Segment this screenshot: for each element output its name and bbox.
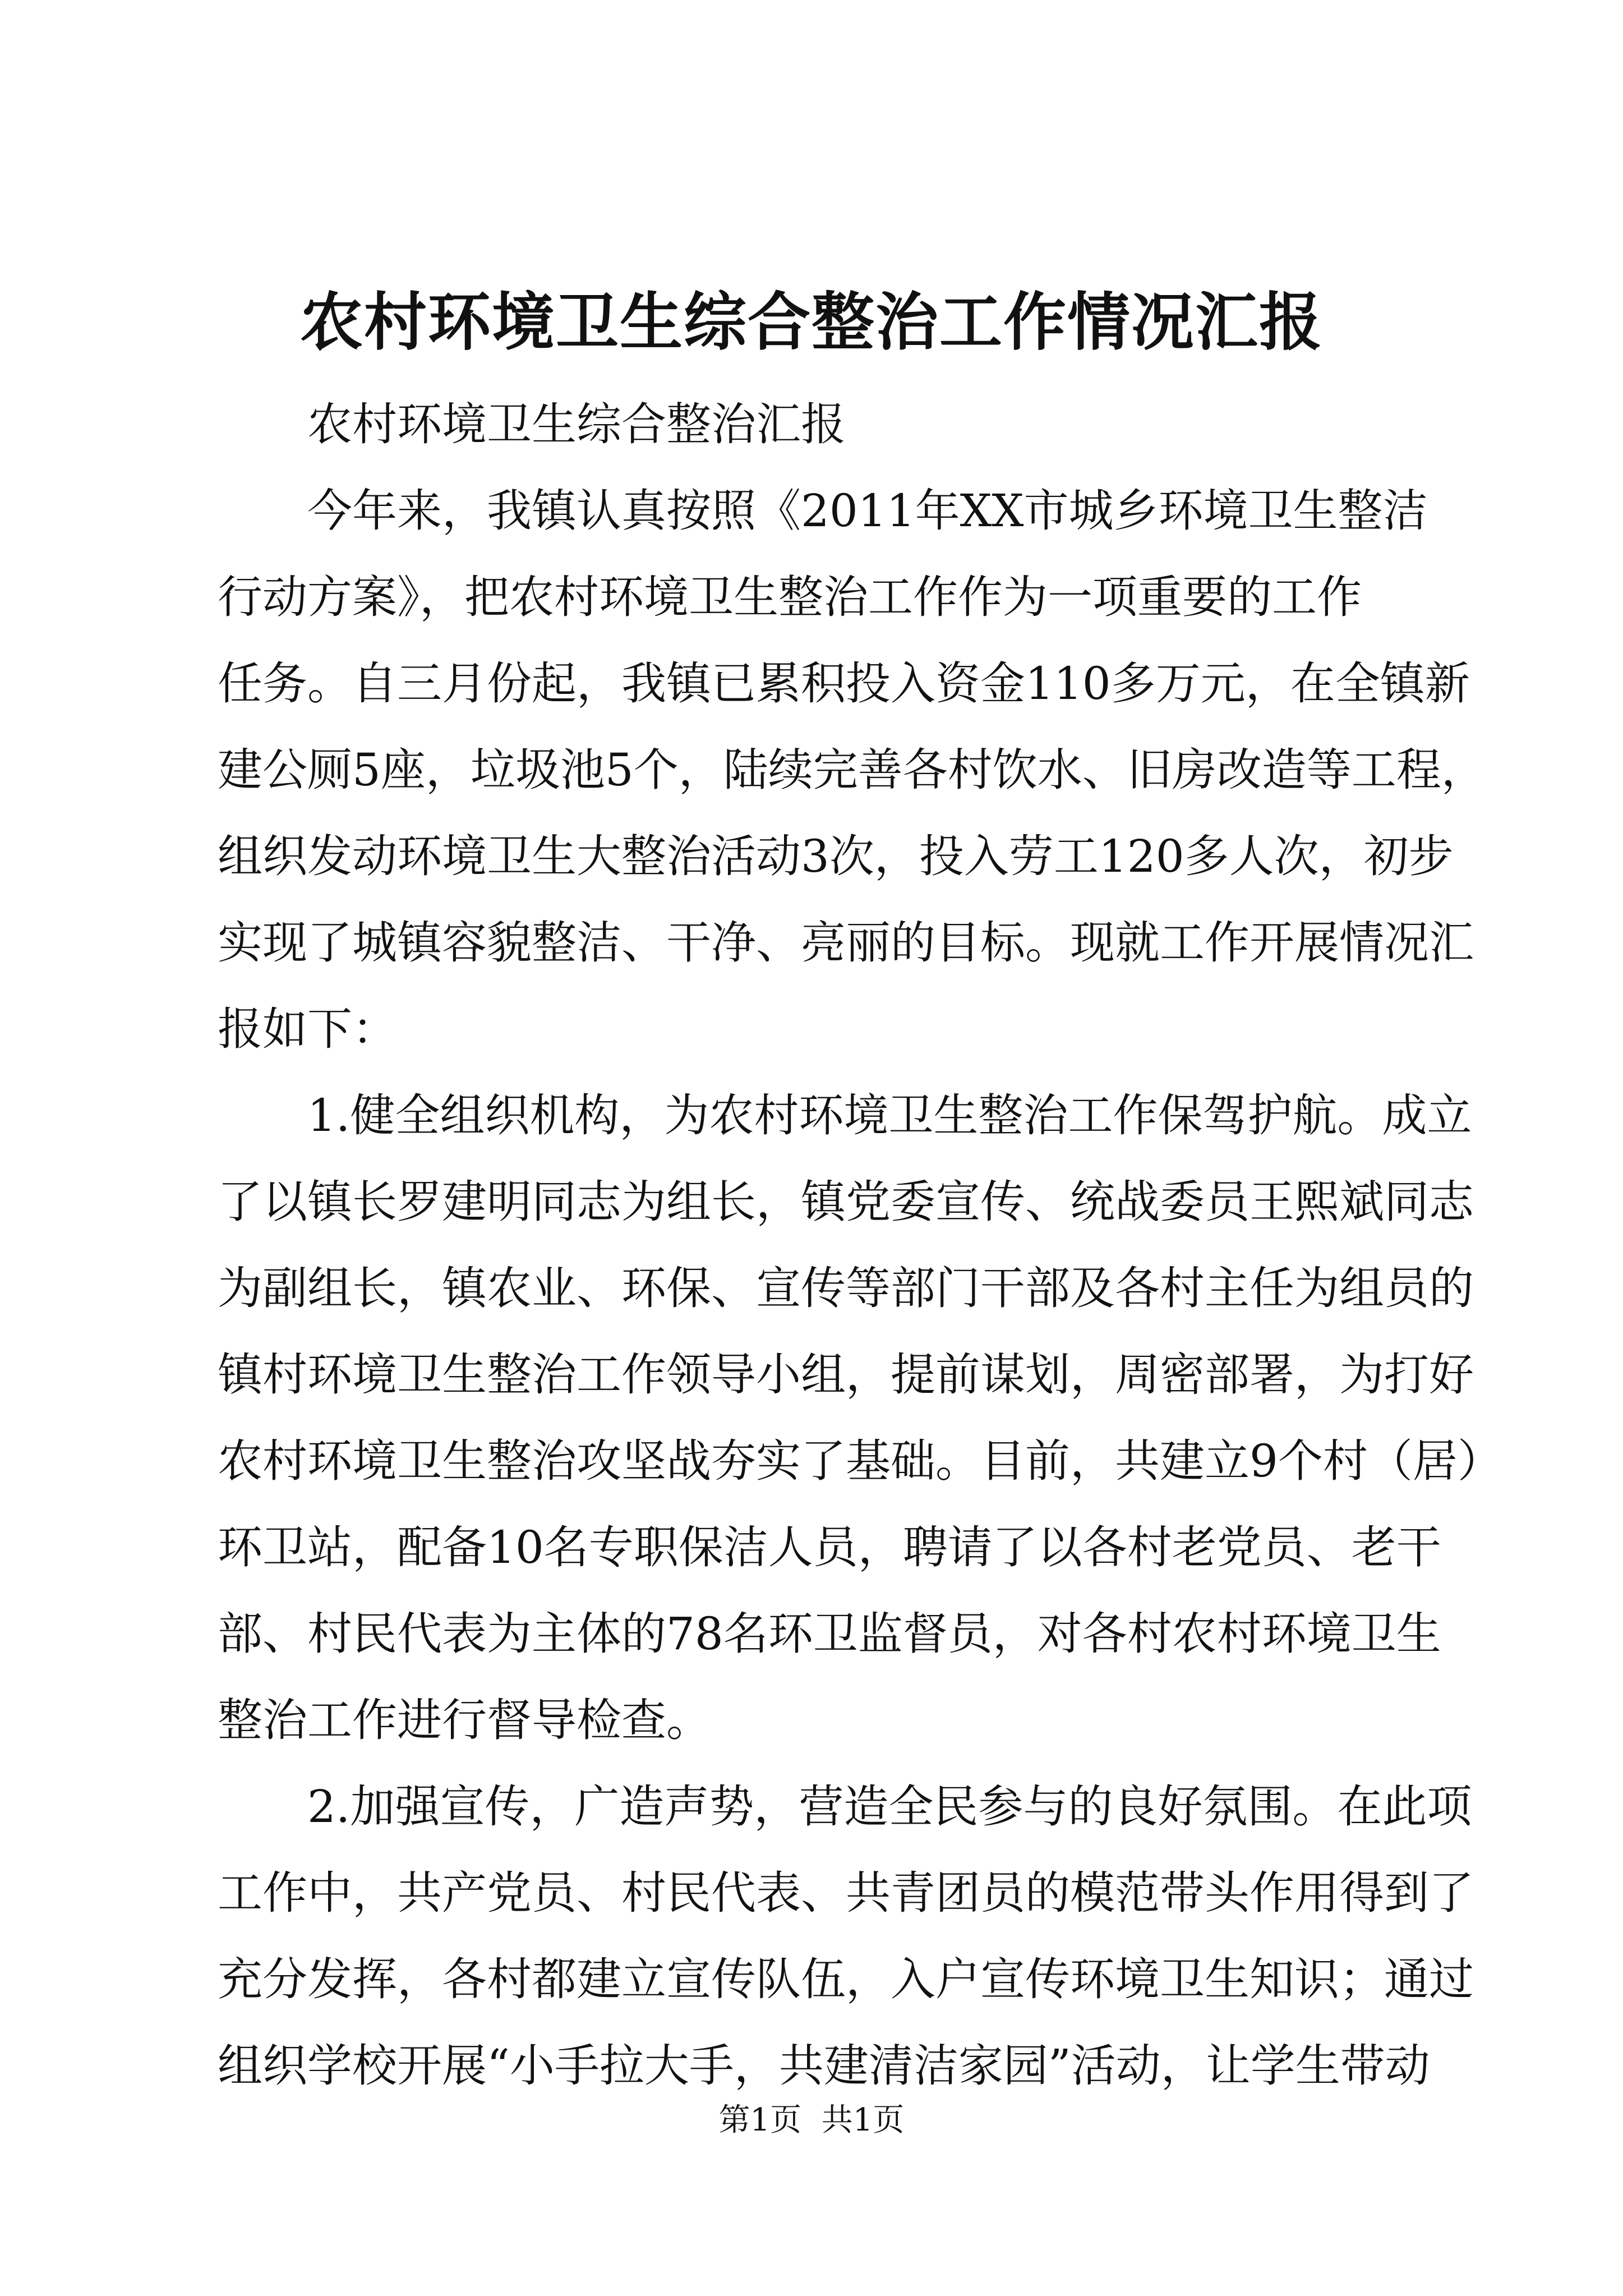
paragraph-line: 了以镇长罗建明同志为组长，镇党委宣传、统战委员王熙斌同志 (218, 1176, 1474, 1228)
paragraph-section-1 (218, 1073, 1502, 1764)
paragraph-line: 部、村民代表为主体的78名环卫监督员，对各村农村环境卫生 (218, 1608, 1441, 1660)
page-total: 共1页 (821, 2102, 905, 2138)
paragraph-line: 农村环境卫生整治攻坚战夯实了基础。目前，共建立9个村（居） (218, 1435, 1502, 1487)
paragraph-line: 组织发动环境卫生大整治活动3次，投入劳工120多人次，初步 (218, 830, 1454, 882)
paragraph-line: 环卫站，配备10名专职保洁人员，聘请了以各村老党员、老干 (218, 1521, 1441, 1573)
document-body (218, 381, 1502, 2109)
paragraph-line: 实现了城镇容貌整洁、干净、亮丽的目标。现就工作开展情况汇 (218, 917, 1474, 969)
paragraph-line: 为副组长，镇农业、环保、宣传等部门干部及各村主任为组员的 (218, 1262, 1474, 1314)
paragraph-line: 今年来，我镇认真按照《2011年XX市城乡环境卫生整洁 (307, 485, 1428, 537)
paragraph-line: 报如下： (218, 1003, 397, 1055)
paragraph-section-2 (218, 1764, 1474, 2109)
paragraph-line: 组织学校开展“小手拉大手，共建清洁家园”活动，让学生带动 (218, 2040, 1430, 2092)
paragraph-line: 建公厕5座，垃圾池5个，陆续完善各村饮水、旧房改造等工程， (218, 744, 1486, 796)
paragraph-intro (218, 468, 1486, 1073)
paragraph-line: 2.加强宣传，广造声势，营造全民参与的良好氛围。在此项 (307, 1780, 1472, 1833)
paragraph-line: 任务。自三月份起，我镇已累积投入资金110多万元，在全镇新 (218, 657, 1470, 710)
paragraph-line: 整治工作进行督导检查。 (218, 1694, 711, 1746)
page-number: 第1页 (718, 2102, 802, 2138)
paragraph-line: 充分发挥，各村都建立宣传队伍，入户宣传环境卫生知识；通过 (218, 1953, 1474, 2005)
paragraph-line: 镇村环境卫生整治工作领导小组，提前谋划，周密部署，为打好 (218, 1349, 1474, 1401)
document-subtitle: 农村环境卫生综合整治汇报 (307, 398, 846, 450)
paragraph-line: 1.健全组织机构，为农村环境卫生整治工作保驾护航。成立 (307, 1089, 1472, 1142)
page-footer (0, 2098, 1623, 2143)
paragraph-line: 工作中，共产党员、村民代表、共青团员的模范带头作用得到了 (218, 1867, 1474, 1919)
document-title: 农村环境卫生综合整治工作情况汇报 (300, 286, 1323, 359)
paragraph-line: 行动方案》，把农村环境卫生整治工作作为一项重要的工作 (218, 571, 1362, 623)
